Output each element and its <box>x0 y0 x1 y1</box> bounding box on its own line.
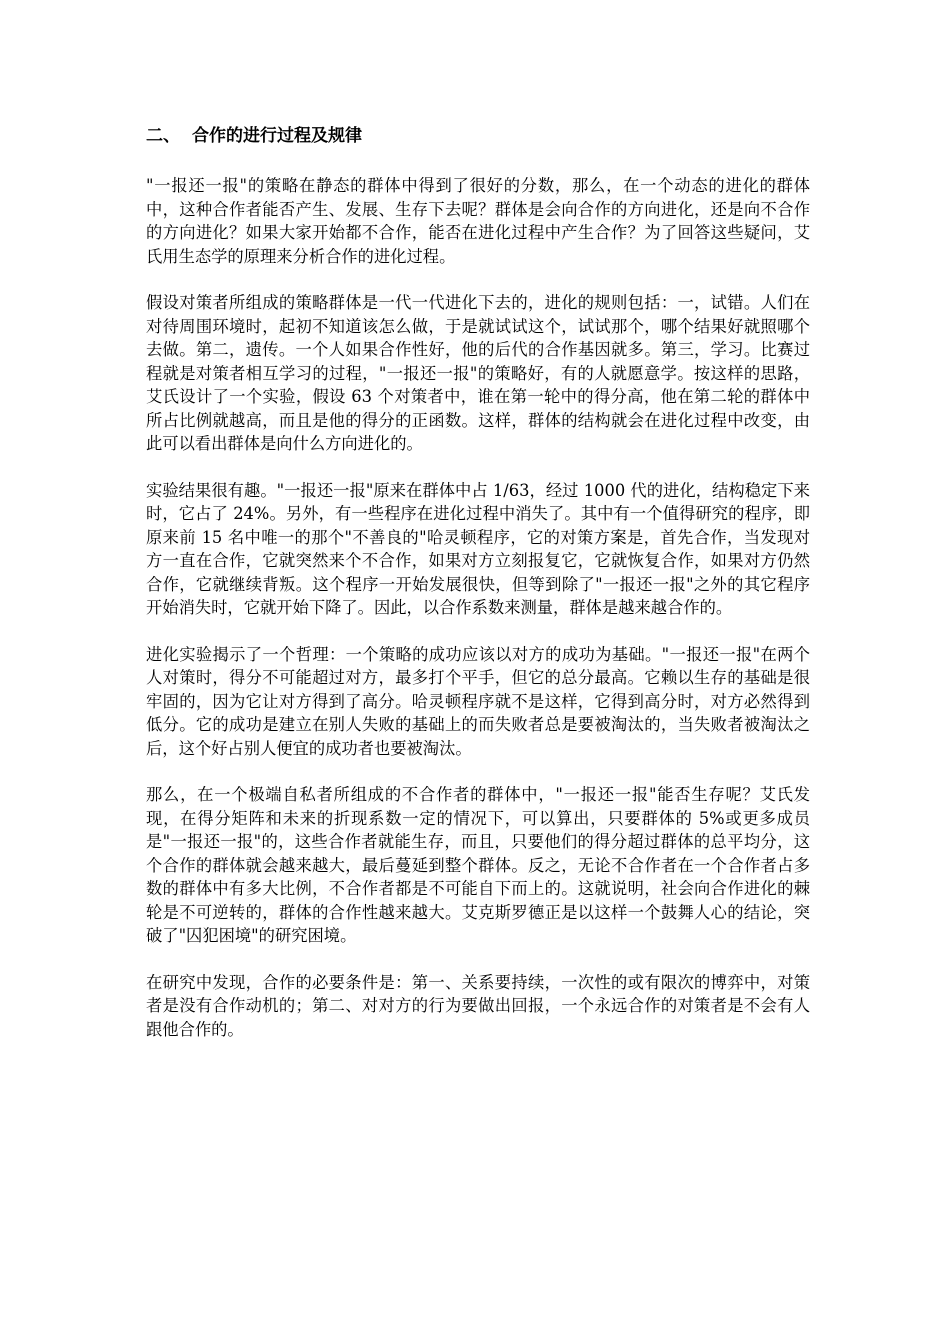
paragraph-evolution-rules: 假设对策者所组成的策略群体是一代一代进化下去的，进化的规则包括：一，试错。人们在对待周围环境时，起初不知道该怎么做，于是就试试这个，试试那个，哪个结果好就照哪个去做。第二，遗传。一个人如果合作性好，他的后代的合作基因就多。第三，学习。比赛过程就是对策者相互学习的过程，"一报还一报"的策略好，有的人就愿意学。按这样的思路，艾氏设计了一个实验，假设 63 个对策者中，谁在第一轮中的得分高，他在第二轮的群体中所占比例就越高，而且是他的得分的正函数。这样，群体的结构就会在进化过程中改变，由此可以看出群体是向什么方向进化的。 <box>146 293 810 453</box>
document-page <box>146 124 810 1064</box>
section-title: 合作的进行过程及规律 <box>192 126 362 146</box>
paragraph-experiment-results: 实验结果很有趣。"一报还一报"原来在群体中占 1/63，经过 1000 代的进化，结构稳定下来时，它占了 24%。另外，有一些程序在进化过程中消失了。其中有一个值得研究的程序，即原来前 15 名中唯一的那个"不善良的"哈灵顿程序，它的对策方案是，首先合作，当发现对方一直在合作，它就突然来个不合作，如果对方立刻报复它，它就恢复合作，如果对方仍然合作，它就继续背叛。这个程序一开始发展很快，但等到除了"一报还一报"之外的其它程序开始消失时，它就开始下降了。因此，以合作系数来测量，群体是越来越合作的。 <box>146 480 810 617</box>
paragraph-selfish-population: 那么，在一个极端自私者所组成的不合作者的群体中，"一报还一报"能否生存呢？艾氏发现，在得分矩阵和未来的折现系数一定的情况下，可以算出，只要群体的 5%或更多成员是"一报还一报"的，这些合作者就能生存，而且，只要他们的得分超过群体的总平均分，这个合作的群体就会越来越大，最后蔓延到整个群体。反之，无论不合作者在一个合作者占多数的群体中有多大比例，不合作者都是不可能自下而上的。这就说明，社会向合作进化的棘轮是不可逆转的，群体的合作性越来越大。艾克斯罗德正是以这样一个鼓舞人心的结论，突破了"囚犯困境"的研究困境。 <box>146 785 810 945</box>
paragraph-philosophy: 进化实验揭示了一个哲理：一个策略的成功应该以对方的成功为基础。"一报还一报"在两个人对策时，得分不可能超过对方，最多打个平手，但它的总分最高。它赖以生存的基础是很牢固的，因为它让对方得到了高分。哈灵顿程序就不是这样，它得到高分时，对方必然得到低分。它的成功是建立在别人失败的基础上的而失败者总是要被淘汰的，当失败者被淘汰之后，这个好占别人便宜的成功者也要被淘汰。 <box>146 644 810 758</box>
paragraph-necessary-conditions: 在研究中发现，合作的必要条件是：第一、关系要持续，一次性的或有限次的博弈中，对策者是没有合作动机的；第二、对对方的行为要做出回报，一个永远合作的对策者是不会有人跟他合作的。 <box>146 972 810 1039</box>
paragraph-dynamic-question: "一报还一报"的策略在静态的群体中得到了很好的分数，那么，在一个动态的进化的群体中，这种合作者能否产生、发展、生存下去呢？群体是会向合作的方向进化，还是向不合作的方向进化？如果大家开始都不合作，能否在进化过程中产生合作？为了回答这些疑问，艾氏用生态学的原理来分析合作的进化过程。 <box>146 176 810 266</box>
section-heading <box>146 124 810 148</box>
section-number: 二、 <box>146 126 180 146</box>
